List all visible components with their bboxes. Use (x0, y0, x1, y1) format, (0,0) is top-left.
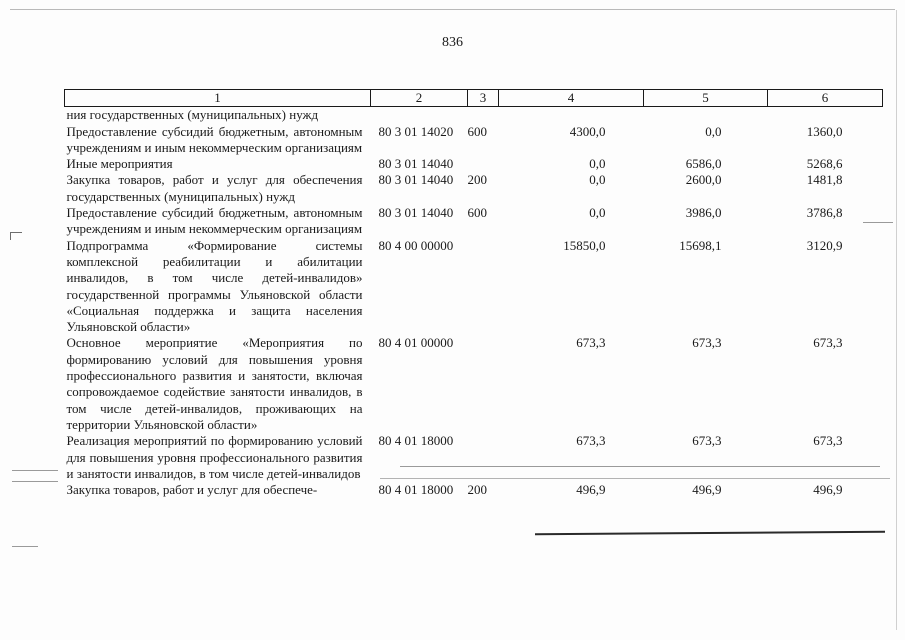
budget-table (64, 89, 883, 498)
table-row (65, 124, 883, 157)
scan-mark (12, 546, 38, 547)
table-row (65, 335, 883, 433)
row-value-col5: 15698,1 (679, 237, 722, 253)
table-row (65, 433, 883, 482)
row-value-col5: 673,3 (692, 433, 722, 449)
scan-mark (380, 478, 890, 479)
row-code: 80 3 01 14040 (378, 156, 454, 172)
column-header-5: 5 (644, 90, 768, 107)
row-value-col4 (499, 107, 644, 124)
row-code: 80 3 01 14020 (378, 123, 454, 139)
row-expense-type: 200 (467, 172, 487, 188)
row-value-col5: 6586,0 (685, 156, 722, 172)
row-code: 80 4 00 00000 (378, 237, 454, 253)
scan-mark (863, 222, 893, 223)
row-name: Закупка товаров, работ и услуг для обеспече- (66, 482, 318, 498)
row-expense-type (468, 156, 499, 172)
row-code: 80 3 01 14040 (378, 205, 454, 221)
right-edge-line (896, 10, 897, 630)
scan-mark (10, 232, 22, 233)
scan-mark (12, 481, 58, 482)
table-row (65, 482, 883, 498)
row-value-col6: 496,9 (813, 482, 843, 498)
page-number: 836 (442, 35, 463, 50)
table-header-row (65, 90, 883, 107)
row-value-col4: 0,0 (589, 205, 606, 221)
row-value-col4: 673,3 (576, 335, 606, 351)
scan-mark (400, 466, 880, 467)
row-value-col6: 3786,8 (806, 205, 843, 221)
row-name: Предоставление субсидий бюджетным, автономным учреждениям и иным некоммерческим организациям (66, 123, 363, 155)
row-name: Закупка товаров, работ и услуг для обеспечения государственных (муниципальных) нужд (66, 172, 363, 204)
row-value-col6: 3120,9 (806, 237, 843, 253)
row-expense-type (468, 107, 499, 124)
row-code (371, 107, 468, 124)
row-name: Иные мероприятия (66, 156, 173, 172)
row-value-col5: 673,3 (692, 335, 722, 351)
column-header-2: 2 (371, 90, 468, 107)
row-code: 80 4 01 18000 (378, 482, 454, 498)
table-body (65, 107, 883, 499)
table-row (65, 107, 883, 124)
column-header-3: 3 (468, 90, 499, 107)
scan-mark (535, 531, 885, 535)
column-header-1: 1 (65, 90, 371, 107)
row-value-col5 (644, 107, 768, 124)
row-code: 80 4 01 18000 (378, 433, 454, 449)
row-value-col5: 496,9 (692, 482, 722, 498)
scan-mark (12, 470, 58, 471)
row-value-col4: 4300,0 (569, 123, 606, 139)
row-value-col4: 0,0 (589, 156, 606, 172)
table-row (65, 238, 883, 336)
row-expense-type (468, 335, 499, 433)
row-value-col6: 673,3 (813, 433, 843, 449)
row-value-col5: 3986,0 (685, 205, 722, 221)
column-header-4: 4 (499, 90, 644, 107)
row-value-col6 (768, 107, 883, 124)
row-value-col6: 5268,6 (806, 156, 843, 172)
row-name: Реализация мероприятий по формированию условий для повышения уровня профессионального развития и занятости инвалидов, в том числе детей-инвалидов (66, 433, 363, 481)
row-expense-type: 600 (467, 123, 487, 139)
row-name: ния государственных (муниципальных) нужд (66, 107, 319, 123)
row-expense-type: 600 (467, 205, 487, 221)
row-value-col6: 1360,0 (806, 123, 843, 139)
row-value-col6: 673,3 (813, 335, 843, 351)
row-name: Подпрограмма «Формирование системы комплексной реабилитации и абилитации инвалидов, в том числе детей-инвалидов» государственной программы Ульяновской области «Социальная поддержка и защита населения Ульяновской области» (66, 237, 363, 335)
row-name: Основное мероприятие «Мероприятия по формированию условий для повышения уровня профессионального развития и занятости, включая сопровождаемое содействие занятости инвалидов, в том числе детей-инвалидов, проживающих на территории Ульяновской области» (66, 335, 363, 432)
row-expense-type: 200 (467, 482, 487, 498)
top-edge-line (10, 9, 895, 10)
table-row (65, 156, 883, 172)
row-value-col4: 15850,0 (563, 237, 606, 253)
row-code: 80 4 01 00000 (378, 335, 454, 351)
row-expense-type (468, 238, 499, 336)
row-code: 80 3 01 14040 (378, 172, 454, 188)
column-header-6: 6 (768, 90, 883, 107)
row-value-col4: 496,9 (576, 482, 606, 498)
row-value-col5: 0,0 (705, 123, 722, 139)
scan-mark (10, 232, 11, 240)
row-value-col5: 2600,0 (685, 172, 722, 188)
row-name: Предоставление субсидий бюджетным, автономным учреждениям и иным некоммерческим организациям (66, 205, 363, 237)
table-row (65, 172, 883, 205)
row-value-col4: 0,0 (589, 172, 606, 188)
row-value-col4: 673,3 (576, 433, 606, 449)
table-row (65, 205, 883, 238)
row-value-col6: 1481,8 (806, 172, 843, 188)
row-expense-type (468, 433, 499, 482)
